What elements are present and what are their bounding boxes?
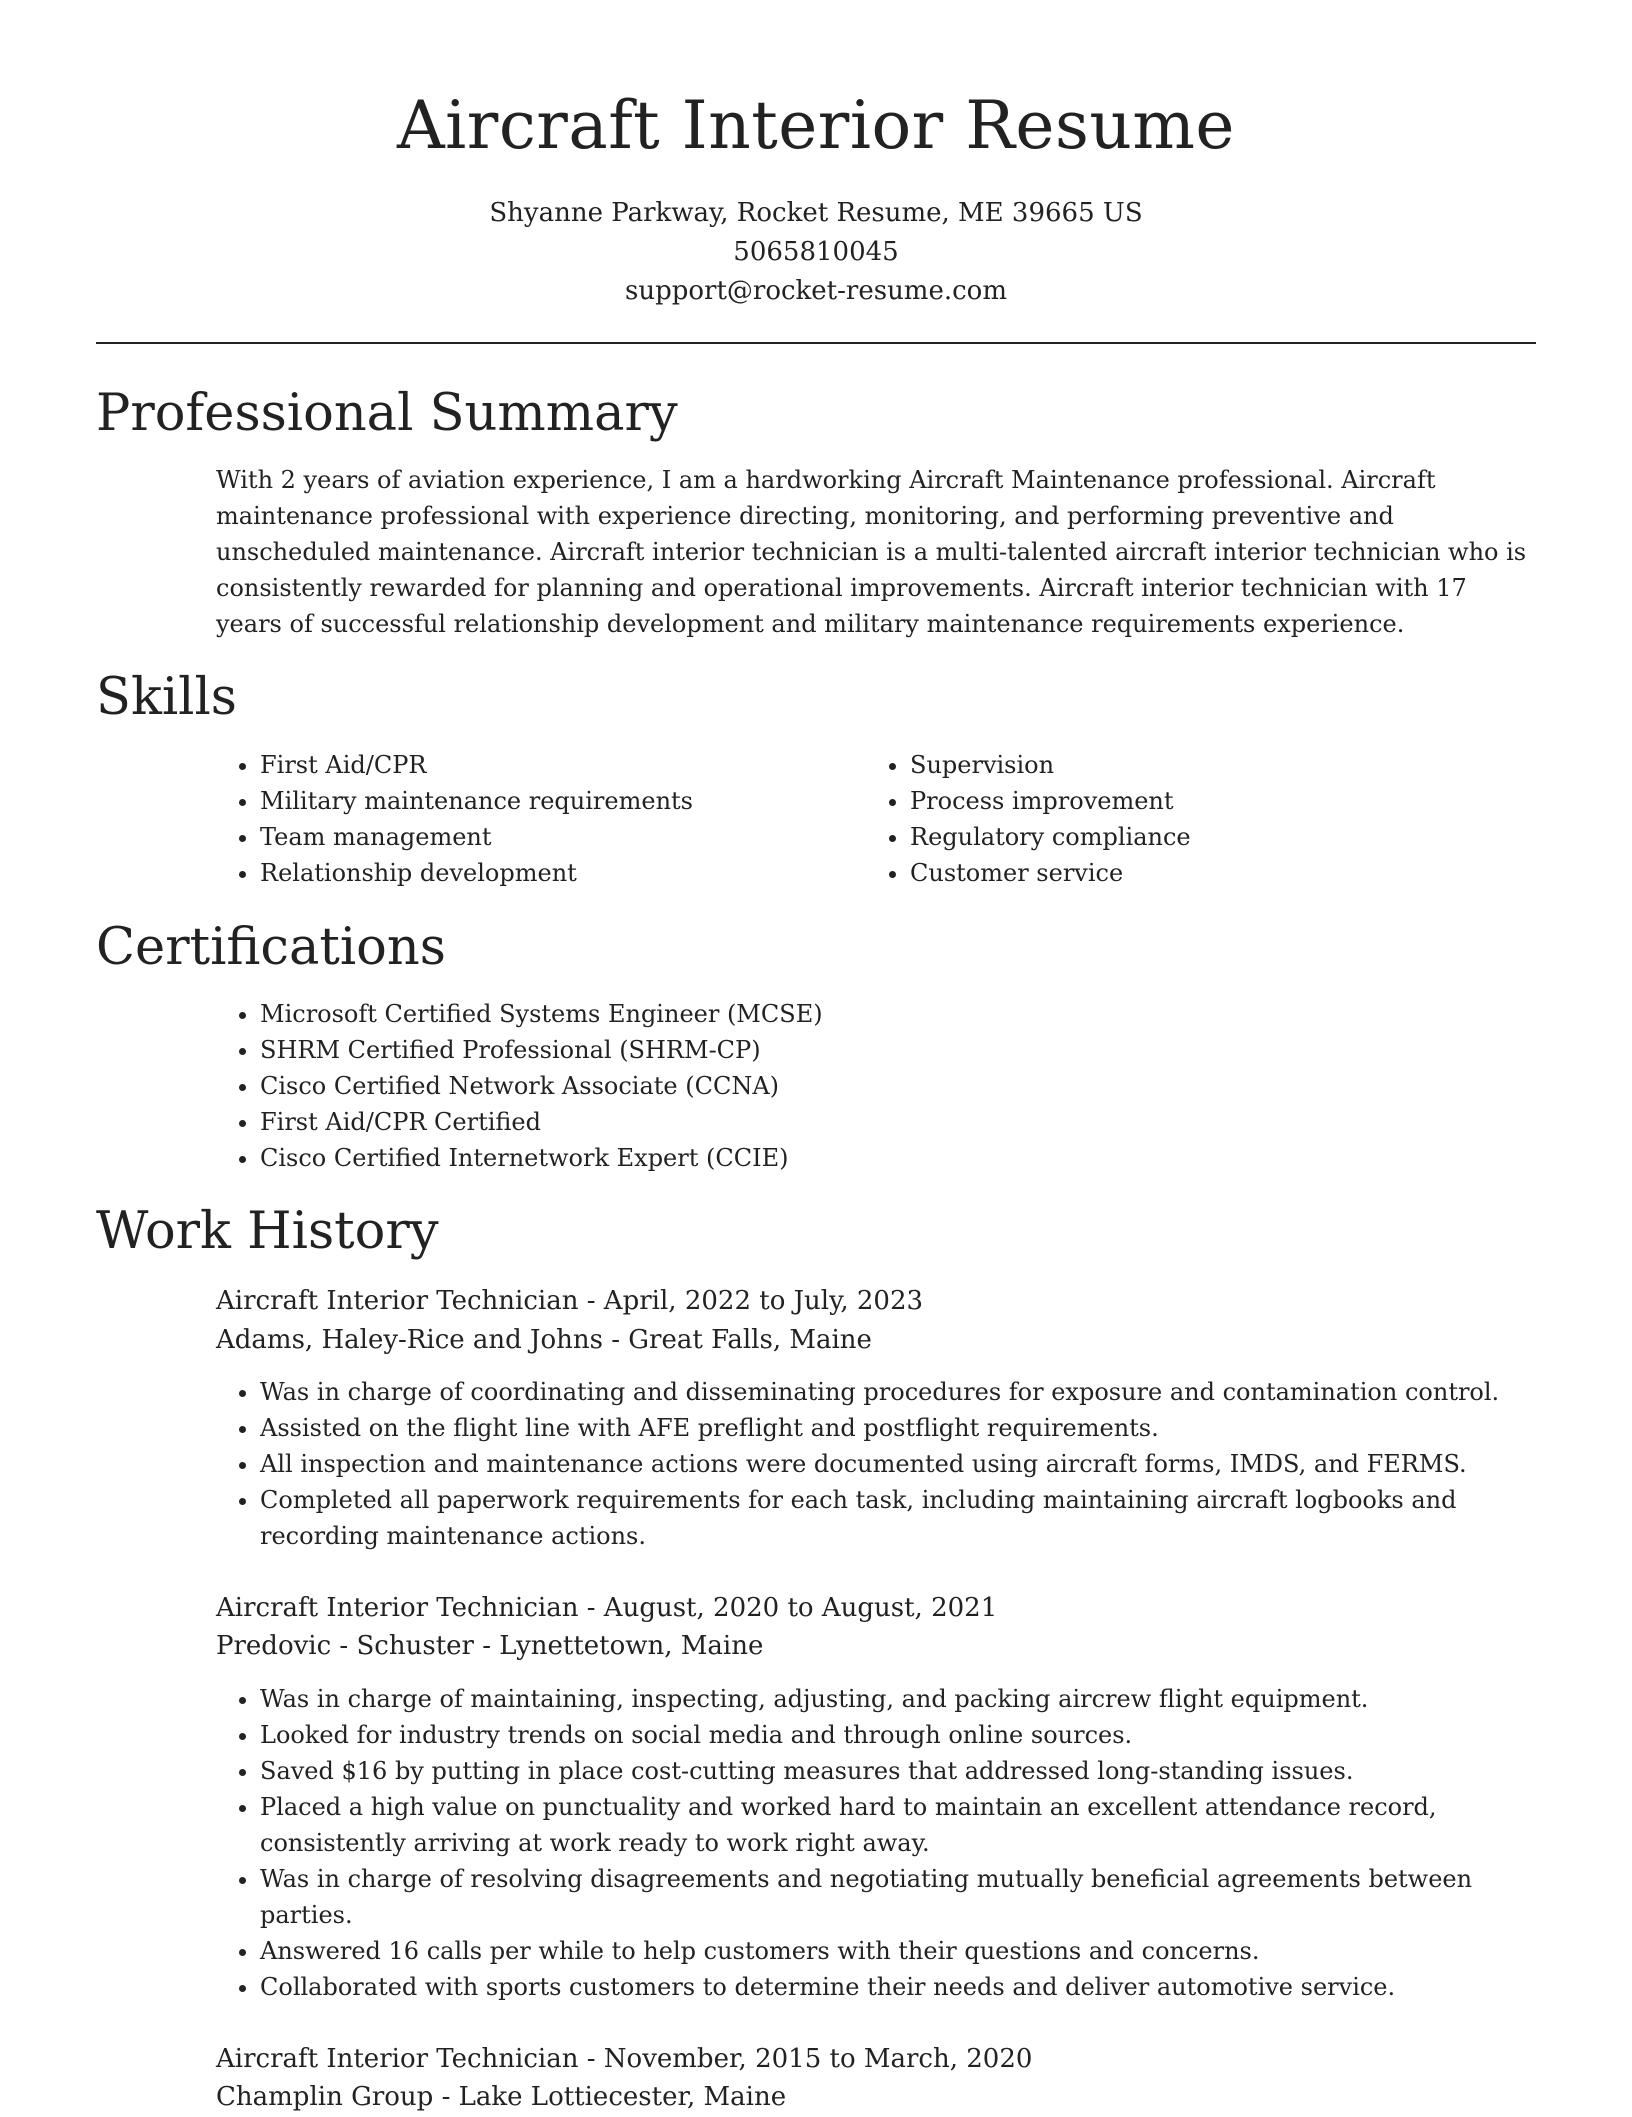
certification-item: • First Aid/CPR Certified [260, 1104, 1460, 1140]
job-bullet: • Was in charge of resolving disagreements and negotiating mutually beneficial agreements between parties. [260, 1861, 1550, 1933]
certification-item: • SHRM Certified Professional (SHRM-CP) [260, 1032, 1460, 1068]
skill-item: • Regulatory compliance [910, 819, 1510, 855]
summary-text: With 2 years of aviation experience, I am a hardworking Aircraft Maintenance professional. Aircraft maintenance professional with experience directing, monitoring, and performing preventive and unscheduled maintenance. Aircraft interior technician is a multi-talented aircraft interior technician who is consistently rewarded for planning and operational improvements. Aircraft interior technician with 17 years of successful relationship development and military maintenance requirements experience. [216, 466, 1527, 638]
job-bullets [216, 1374, 1550, 1554]
job-bullet: • Collaborated with sports customers to determine their needs and deliver automotive service. [260, 1969, 1550, 2005]
work-history-heading: Work History [96, 1202, 439, 1261]
job-company-line: Champlin Group - Lake Lottiecester, Maine [216, 2082, 787, 2112]
contact-phone: 5065810045 [733, 237, 899, 267]
certification-item: • Cisco Certified Network Associate (CCNA) [260, 1068, 1460, 1104]
summary-heading: Professional Summary [96, 384, 678, 443]
skills-list-right [866, 747, 1510, 891]
resume-header [0, 84, 1632, 311]
contact-email: support@rocket-resume.com [624, 276, 1007, 306]
job-bullet: • Looked for industry trends on social media and through online sources. [260, 1717, 1550, 1753]
certification-item: • Microsoft Certified Systems Engineer (MCSE) [260, 996, 1460, 1032]
certifications-list [216, 996, 1460, 1176]
skill-item: • Process improvement [910, 783, 1510, 819]
job-company-line: Adams, Haley-Rice and Johns - Great Falls, Maine [216, 1325, 872, 1355]
skills-list-left [216, 747, 820, 891]
resume-title: Aircraft Interior Resume [397, 87, 1235, 164]
job-bullet: • Was in charge of coordinating and disseminating procedures for exposure and contamination control. [260, 1374, 1550, 1410]
header-divider [96, 342, 1536, 344]
contact-info [0, 194, 1632, 311]
job-title-line: Aircraft Interior Technician - August, 2020 to August, 2021 [216, 1593, 998, 1623]
certifications-heading: Certifications [96, 918, 446, 977]
job-bullets [216, 1681, 1550, 2005]
job-bullet: • All inspection and maintenance actions were documented using aircraft forms, IMDS, and FERMS. [260, 1446, 1550, 1482]
job-title-line: Aircraft Interior Technician - November, 2015 to March, 2020 [216, 2044, 1033, 2074]
job-bullet: • Answered 16 calls per while to help customers with their questions and concerns. [260, 1933, 1550, 1969]
skill-item: • Team management [260, 819, 820, 855]
skill-item: • Military maintenance requirements [260, 783, 820, 819]
job-company-line: Predovic - Schuster - Lynettetown, Maine [216, 1631, 764, 1661]
skill-item: • Relationship development [260, 855, 820, 891]
contact-address: Shyanne Parkway, Rocket Resume, ME 39665 US [489, 198, 1143, 228]
job-title-line: Aircraft Interior Technician - April, 2022 to July, 2023 [216, 1286, 924, 1316]
certification-item: • Cisco Certified Internetwork Expert (CCIE) [260, 1140, 1460, 1176]
skills-heading: Skills [96, 668, 237, 727]
job-bullet: • Completed all paperwork requirements for each task, including maintaining aircraft logbooks and recording maintenance actions. [260, 1482, 1550, 1554]
job-bullet: • Assisted on the flight line with AFE preflight and postflight requirements. [260, 1410, 1550, 1446]
skill-item: • Supervision [910, 747, 1510, 783]
job-bullet: • Placed a high value on punctuality and worked hard to maintain an excellent attendance record, consistently arriving at work ready to work right away. [260, 1789, 1550, 1861]
skill-item: • First Aid/CPR [260, 747, 820, 783]
job-bullet: • Saved $16 by putting in place cost-cutting measures that addressed long-standing issues. [260, 1753, 1550, 1789]
skill-item: • Customer service [910, 855, 1510, 891]
job-bullet: • Was in charge of maintaining, inspecting, adjusting, and packing aircrew flight equipment. [260, 1681, 1550, 1717]
